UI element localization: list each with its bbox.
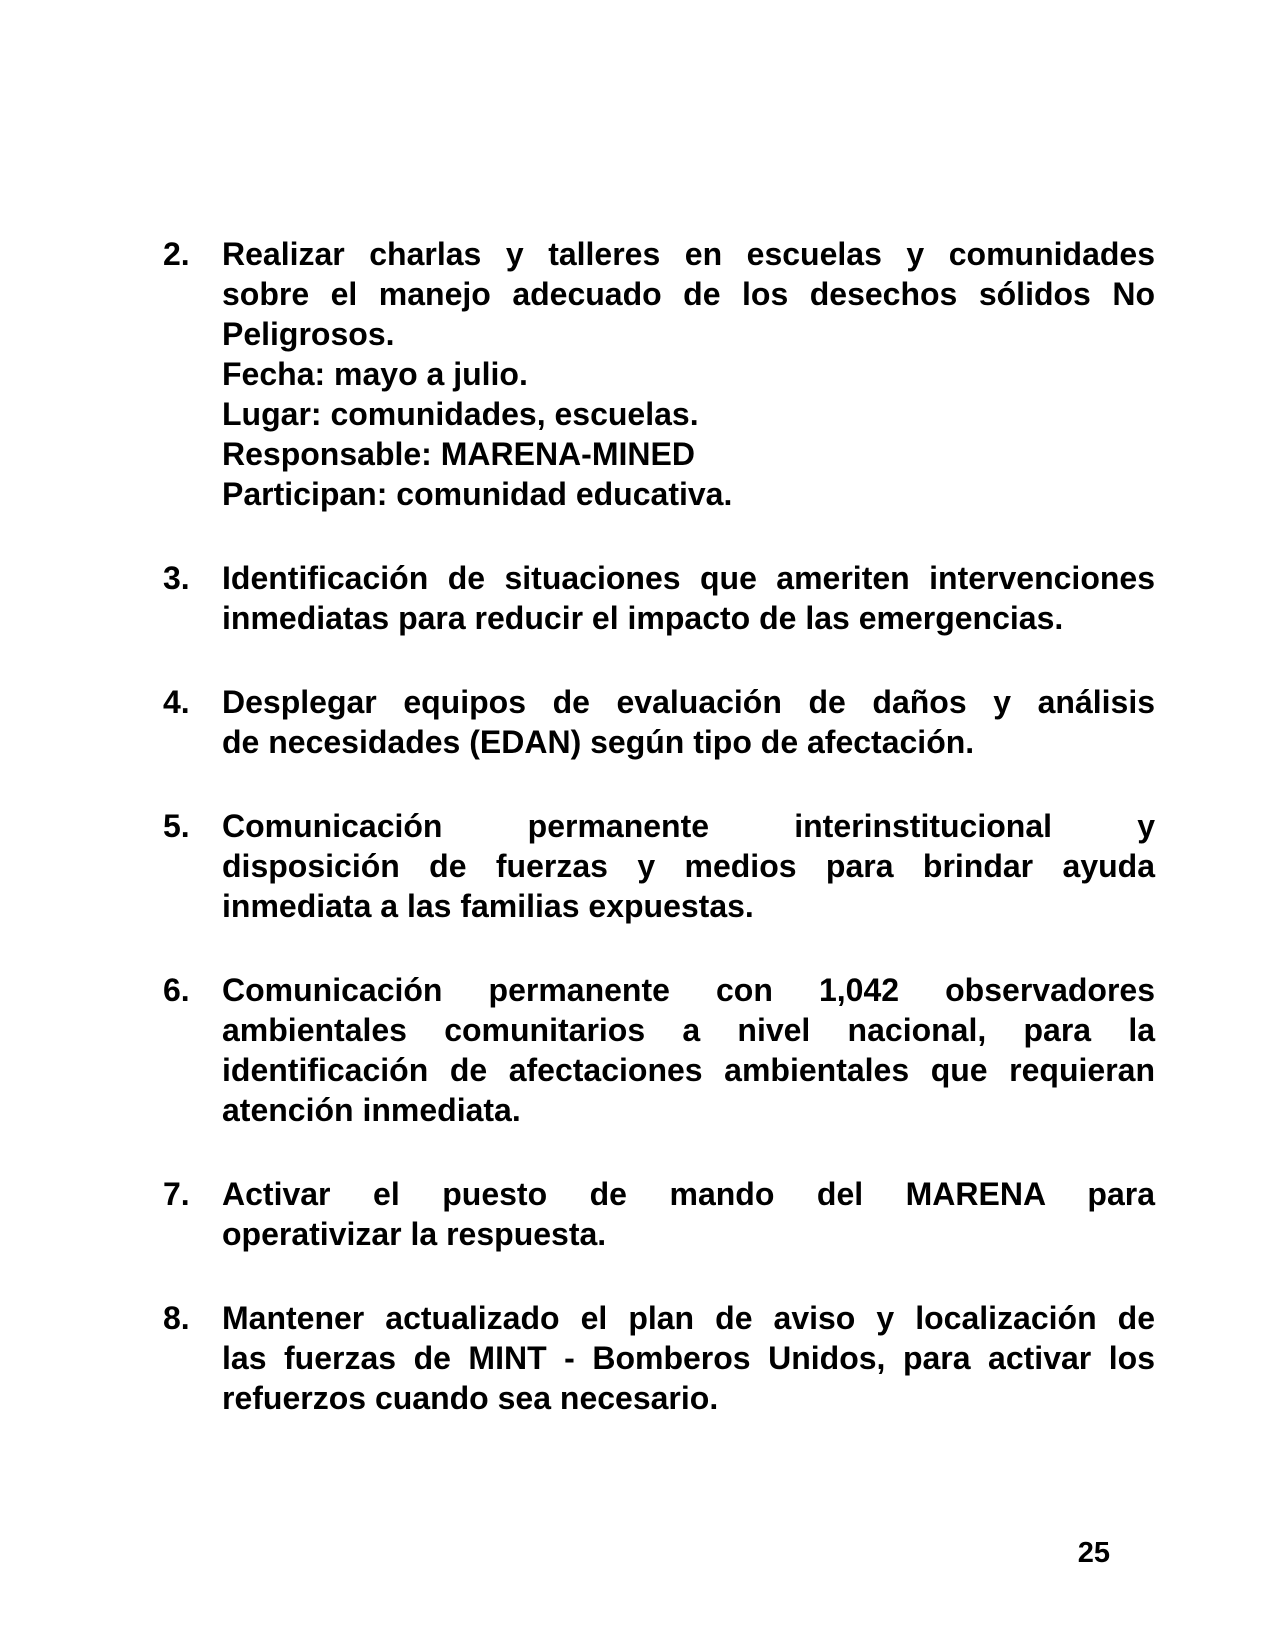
text-line: las fuerzas de MINT - Bomberos Unidos, para activar los bbox=[222, 1340, 1155, 1376]
list-item-body bbox=[222, 682, 1155, 762]
list-item bbox=[163, 682, 1155, 762]
text-line: Mantener actualizado el plan de aviso y localización de bbox=[222, 1300, 1155, 1336]
text-line: Desplegar equipos de evaluación de daños y análisis bbox=[222, 684, 1155, 720]
text-line: Participan: comunidad educativa. bbox=[222, 476, 733, 512]
list-item-body bbox=[222, 1174, 1155, 1254]
list-item-number: 8. bbox=[163, 1300, 190, 1336]
list-item-number: 7. bbox=[163, 1176, 190, 1212]
list-item-body bbox=[222, 234, 1155, 514]
list-item bbox=[163, 1298, 1155, 1418]
text-line: Identificación de situaciones que ameriten intervenciones bbox=[222, 560, 1155, 596]
text-line: Responsable: MARENA-MINED bbox=[222, 436, 695, 472]
list-item-body bbox=[222, 970, 1155, 1130]
list-item-number: 5. bbox=[163, 808, 190, 844]
list-item bbox=[163, 806, 1155, 926]
list-item-body bbox=[222, 806, 1155, 926]
list-item-number: 4. bbox=[163, 684, 190, 720]
list-item bbox=[163, 970, 1155, 1130]
list-item-number: 2. bbox=[163, 236, 190, 272]
list-item-body bbox=[222, 558, 1155, 638]
text-line: inmediata a las familias expuestas. bbox=[222, 888, 754, 924]
text-line: Activar el puesto de mando del MARENA para bbox=[222, 1176, 1155, 1212]
text-line: Comunicación permanente interinstitucional y bbox=[222, 808, 1155, 844]
list-item bbox=[163, 234, 1155, 514]
text-line: Realizar charlas y talleres en escuelas y comunidades bbox=[222, 236, 1155, 272]
text-line: inmediatas para reducir el impacto de las emergencias. bbox=[222, 600, 1064, 636]
list-item-body bbox=[222, 1298, 1155, 1418]
text-line: refuerzos cuando sea necesario. bbox=[222, 1380, 719, 1416]
list-item bbox=[163, 558, 1155, 638]
list-item-number: 3. bbox=[163, 560, 190, 596]
text-line: operativizar la respuesta. bbox=[222, 1216, 607, 1252]
list-item-number: 6. bbox=[163, 972, 190, 1008]
text-line: disposición de fuerzas y medios para brindar ayuda bbox=[222, 848, 1155, 884]
text-line: Lugar: comunidades, escuelas. bbox=[222, 396, 699, 432]
text-line: identificación de afectaciones ambientales que requieran bbox=[222, 1052, 1155, 1088]
page-number: 25 bbox=[1077, 1537, 1110, 1569]
text-line: Peligrosos. bbox=[222, 316, 395, 352]
text-line: de necesidades (EDAN) según tipo de afectación. bbox=[222, 724, 975, 760]
text-line: sobre el manejo adecuado de los desechos sólidos No bbox=[222, 276, 1155, 312]
numbered-list bbox=[163, 234, 1155, 1418]
text-line: Fecha: mayo a julio. bbox=[222, 356, 528, 392]
text-line: Comunicación permanente con 1,042 observadores bbox=[222, 972, 1155, 1008]
text-line: atención inmediata. bbox=[222, 1092, 521, 1128]
text-line: ambientales comunitarios a nivel nacional, para la bbox=[222, 1012, 1155, 1048]
list-item bbox=[163, 1174, 1155, 1254]
